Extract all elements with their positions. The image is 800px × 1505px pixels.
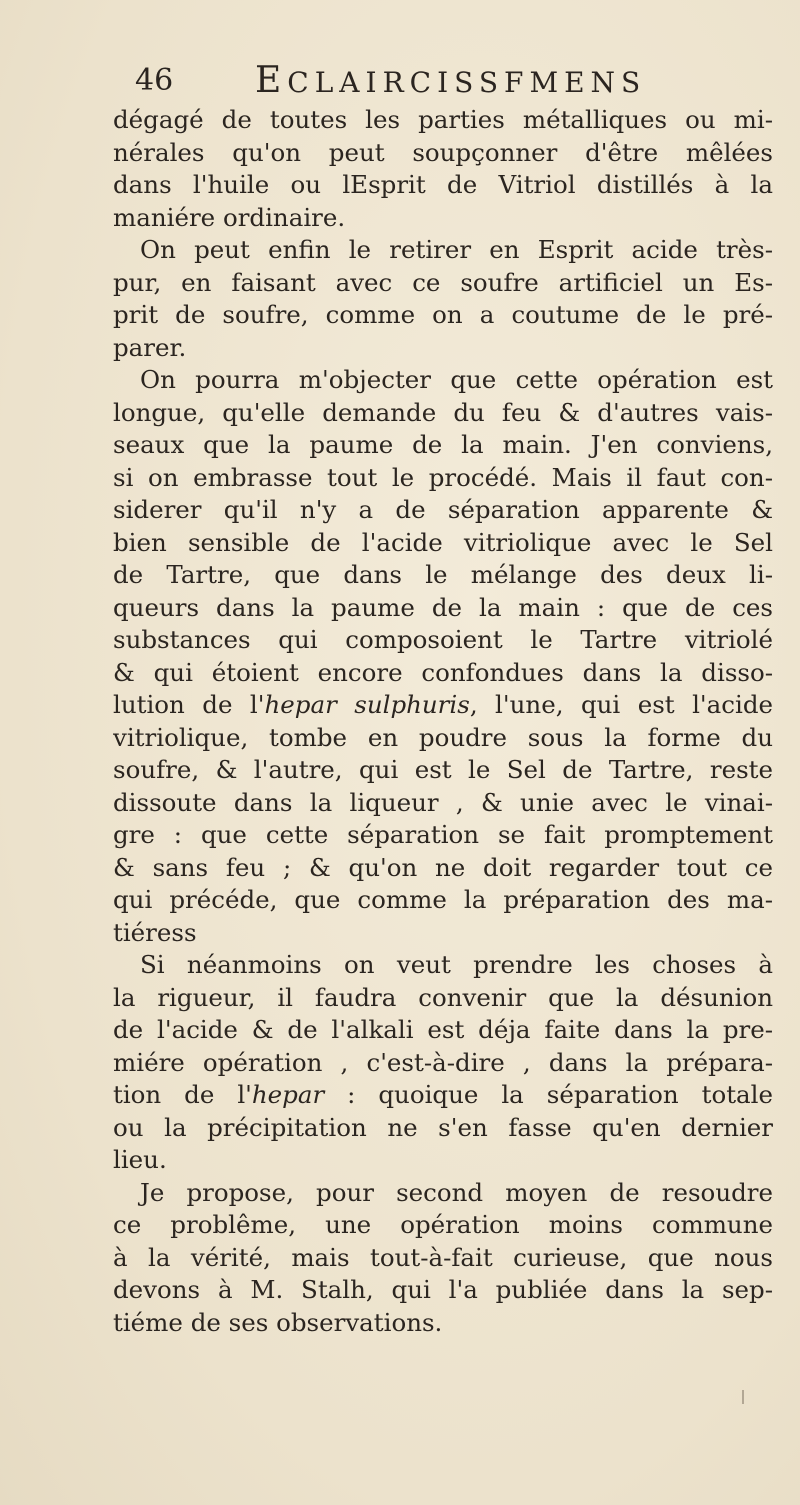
text-line: On peut enfin le retirer en Esprit acide très- [140, 235, 773, 264]
page-header [135, 58, 695, 104]
page-number: 46 [135, 63, 174, 98]
text-segment: , l'une, qui est l'acide [469, 690, 773, 719]
text-line: dans l'huile ou lEsprit de Vitriol distillés à la [113, 170, 773, 199]
body-text [113, 104, 773, 1339]
text-line: la rigueur, il faudra convenir que la désunion [113, 982, 773, 1012]
text-line: tiéme de ses observations. [113, 1307, 443, 1337]
text-line: à la vérité, mais tout-à-fait curieuse, que nous [113, 1242, 773, 1272]
text-line [113, 1079, 773, 1112]
text-line: Je propose, pour second moyen de resoudre [140, 1177, 773, 1207]
text-line: de Tartre, que dans le mélange des deux li- [113, 560, 773, 589]
text-line: tiéress [113, 917, 197, 947]
text-line: miére opération , c'est-à-dire , dans la prépara- [113, 1047, 773, 1077]
text-line: longue, qu'elle demande du feu & d'autres vais- [113, 397, 773, 427]
italic-term: hepar [251, 1080, 325, 1109]
text-line: nérales qu'on peut soupçonner d'être mêlées [113, 137, 773, 167]
text-line: pur, en faisant avec ce soufre artificiel un Es- [113, 267, 773, 297]
italic-term: hepar sulphuris [264, 690, 470, 719]
text-line: seaux que la paume de la main. J'en conviens, [113, 430, 773, 459]
text-line: On pourra m'objecter que cette opération est [140, 365, 773, 394]
running-title-rest: CLAIRCISSFMENS [287, 66, 647, 99]
text-line: & qui étoient encore confondues dans la disso- [113, 657, 773, 687]
text-line: ce problême, une opération moins commune [113, 1210, 773, 1239]
text-line: vitriolique, tombe en poudre sous la forme du [113, 722, 773, 752]
text-line: parer. [113, 332, 187, 362]
text-line: & sans feu ; & qu'on ne doit regarder tout ce [113, 852, 773, 882]
text-segment: lution de l' [113, 690, 265, 719]
text-line: gre : que cette séparation se fait promptement [113, 820, 773, 849]
text-line: Si néanmoins on veut prendre les choses à [140, 950, 773, 979]
text-line: de l'acide & de l'alkali est déja faite dans la pre- [113, 1015, 773, 1044]
text-line: qui précéde, que comme la préparation des ma- [113, 885, 773, 914]
text-line: substances qui composoient le Tartre vitriolé [113, 625, 773, 654]
running-title [255, 58, 646, 106]
text-line [113, 689, 773, 722]
text-line: si on embrasse tout le procédé. Mais il faut con- [113, 462, 773, 492]
text-line: siderer qu'il n'y a de séparation apparente & [113, 495, 773, 524]
text-line: bien sensible de l'acide vitriolique avec le Sel [113, 527, 773, 557]
text-line: lieu. [113, 1145, 167, 1174]
text-segment: tion de l' [113, 1080, 252, 1109]
text-line: prit de soufre, comme on a coutume de le pré- [113, 300, 773, 329]
text-line: queurs dans la paume de la main : que de ces [113, 592, 773, 622]
text-line: dissoute dans la liqueur , & unie avec le vinai- [113, 787, 773, 817]
text-line: soufre, & l'autre, qui est le Sel de Tartre, reste [113, 755, 773, 784]
text-line: dégagé de toutes les parties métalliques ou mi- [113, 105, 773, 134]
text-line: maniére ordinaire. [113, 202, 346, 232]
text-line: ou la précipitation ne s'en fasse qu'en dernier [113, 1112, 773, 1142]
text-segment: : quoique la séparation totale [324, 1080, 773, 1109]
paper-speck [742, 1390, 744, 1404]
text-line: devons à M. Stalh, qui l'a publiée dans la sep- [113, 1275, 773, 1304]
running-title-initial: E [255, 60, 288, 101]
